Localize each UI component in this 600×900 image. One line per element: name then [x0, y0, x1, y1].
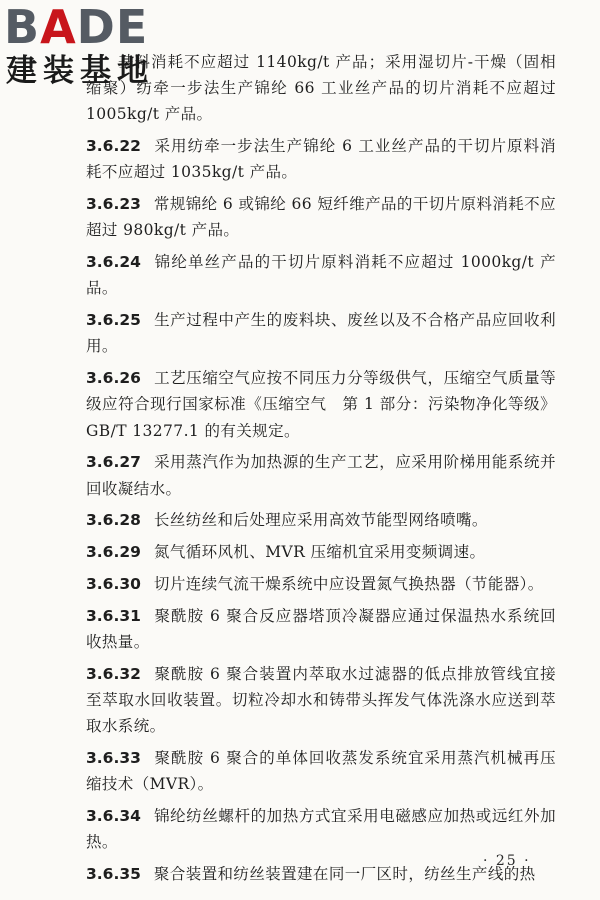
clause-3-6-25	[86, 307, 556, 359]
clause-number: 3.6.31	[86, 606, 141, 625]
page-number: · 25 ·	[483, 853, 531, 869]
clause-text: 聚酰胺 6 聚合的单体回收蒸发系统宜采用蒸汽机械再压缩技术（MVR）。	[86, 749, 556, 794]
clause-3-6-28	[86, 507, 556, 533]
clause-3-6-23	[86, 191, 556, 243]
continued-paragraph: 基料消耗不应超过 1140kg/t 产品；采用湿切片-干燥（固相缩聚）纺牵一步法生产锦纶 66 工业丝产品的切片消耗不应超过 1005kg/t 产品。	[86, 53, 556, 124]
clause-number: 3.6.29	[86, 543, 141, 562]
document-body	[86, 49, 556, 893]
clause-text: 锦纶纺丝螺杆的加热方式宜采用电磁感应加热或远红外加热。	[86, 807, 556, 852]
clause-number: 3.6.26	[86, 369, 141, 388]
clause-number: 3.6.35	[86, 865, 141, 883]
clause-number: 3.6.34	[86, 807, 141, 825]
watermark-word: BADE	[4, 0, 149, 54]
clause-number: 3.6.28	[86, 511, 141, 530]
clause-text: 工艺压缩空气应按不同压力分等级供气，压缩空气质量等级应符合现行国家标准《压缩空气 第 1 部分：污染物净化等级》GB/T 13277.1 的有关规定。	[86, 369, 556, 440]
clause-3-6-31	[86, 603, 556, 655]
watermark-subtitle: 建装基地	[6, 53, 154, 89]
clause-number: 3.6.25	[86, 311, 141, 330]
clause-3-6-33	[86, 745, 556, 797]
clause-number: 3.6.27	[86, 453, 141, 472]
clause-text: 氮气循环风机、MVR 压缩机宜采用变频调速。	[153, 543, 486, 562]
clause-text: 聚合装置和纺丝装置建在同一厂区时，纺丝生产线的热	[153, 865, 536, 883]
clause-3-6-34	[86, 803, 556, 855]
clause-3-6-24	[86, 249, 556, 301]
clause-number: 3.6.33	[86, 749, 141, 767]
clause-text: 聚酰胺 6 聚合装置内萃取水过滤器的低点排放管线宜接至萃取水回收装置。切粒冷却水和铸带头挥发气体洗涤水应送到萃取水系统。	[86, 664, 556, 736]
clause-text: 采用纺牵一步法生产锦纶 6 工业丝产品的干切片原料消耗不应超过 1035kg/t 产品。	[86, 137, 556, 182]
clause-number: 3.6.22	[86, 137, 141, 156]
clause-3-6-26	[86, 365, 556, 444]
clause-text: 长丝纺丝和后处理应采用高效节能型网络喷嘴。	[153, 511, 488, 530]
clause-text: 采用蒸汽作为加热源的生产工艺，应采用阶梯用能系统并回收凝结水。	[86, 453, 556, 498]
clause-text: 常规锦纶 6 或锦纶 66 短纤维产品的干切片原料消耗不应超过 980kg/t 产品。	[86, 195, 556, 240]
clause-number: 3.6.32	[86, 664, 141, 683]
clause-text: 聚酰胺 6 聚合反应器塔顶冷凝器应通过保温热水系统回收热量。	[86, 606, 556, 651]
clause-3-6-27	[86, 449, 556, 501]
clause-3-6-22	[86, 133, 556, 185]
clause-number: 3.6.24	[86, 253, 141, 272]
clause-3-6-29	[86, 539, 556, 565]
clause-3-6-30	[86, 571, 556, 597]
clause-number: 3.6.23	[86, 195, 141, 214]
clause-text: 锦纶单丝产品的干切片原料消耗不应超过 1000kg/t 产品。	[86, 253, 556, 298]
clause-3-6-32	[86, 661, 556, 740]
clause-text: 切片连续气流干燥系统中应设置氮气换热器（节能器）。	[153, 575, 544, 593]
clause-number: 3.6.30	[86, 575, 141, 593]
clause-text: 生产过程中产生的废料块、废丝以及不合格产品应回收利用。	[86, 311, 556, 356]
watermark-logo	[4, 2, 176, 90]
